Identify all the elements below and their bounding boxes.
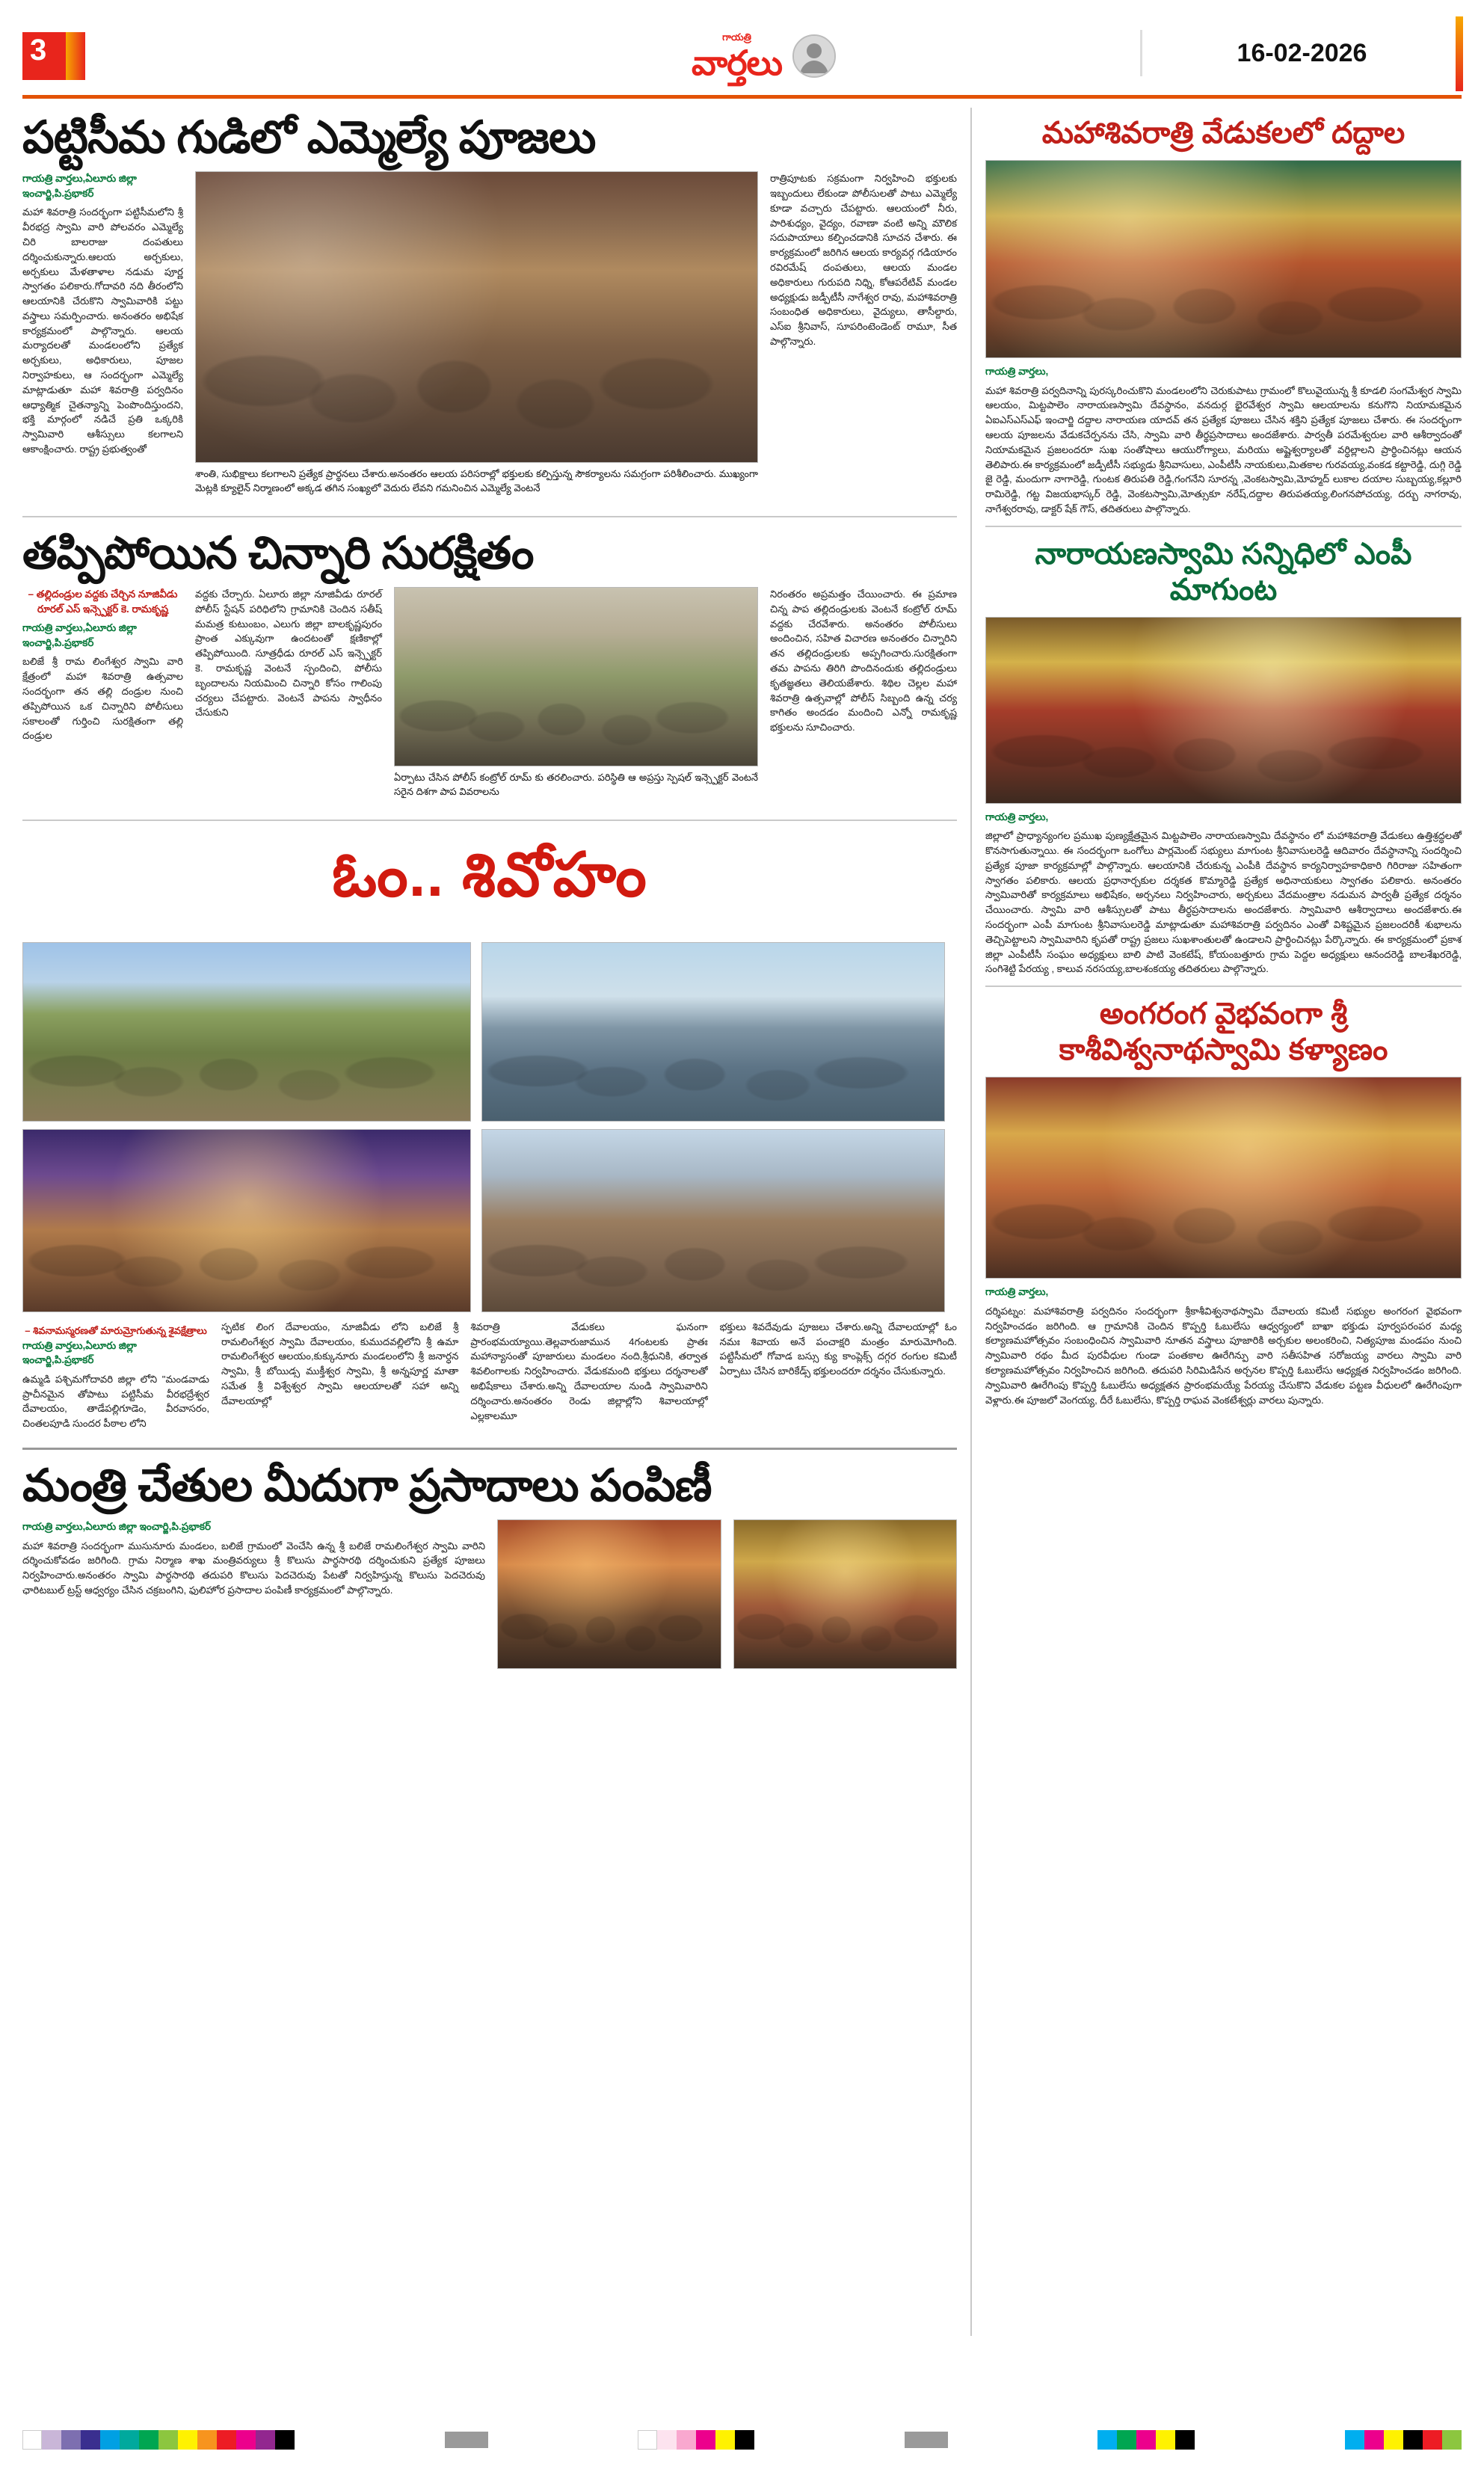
right-divider-2 [985,986,1462,987]
article1-col1-text: మహా శివరాత్రి సందర్భంగా పట్టిసీమలోని శ్రీ వీరభద్ర స్వామి వారి పోలవరం ఎమ్మెల్యే చిరి బాలరాజు దంపతులు దర్శించుకున్నారు.ఆలయ అర్చకులు, అర్చకులు మేళతాళాల నడుమ పూర్ణ స్వాగతం పలికారు.గోదావరి నది తీరంలోని ఆలయానికి చేరుకొని స్వామివారికి పట్టు వస్త్రాలు సమర్పించారు. అనంతరం అభిషేక కార్యక్రమంలో పాల్గొన్నారు. ఆలయ మర్యాదలతో మండలంలోని ప్రత్యేక అర్చకులు, అధికారులు, పూజల నిర్వాహకులు, ఆ సందర్భంగా ఎమ్మెల్యే మాట్లాడుతూ మహా శివరాత్రి పర్వదినం ఆధ్యాత్మిక చైతన్యాన్ని పెంపొందిస్తుందని, భక్తి మార్గంలో నడిచే ప్రతి ఒక్కరికి స్వామివారి ఆశీస్సులు కలగాలని ఆకాంక్షించారు. రాష్ట్ర ప్రభుత్వంతో [22,206,183,455]
left-column [22,108,972,2336]
article3-col2-text: స్ఫటిక లింగ దేవాలయం, నూజివీడు లోని బలిజే శ్రీ రామలింగేశ్వర స్వామి దేవాలయం, కుముదవల్లిలోని శ్రీ ఉమా రామలింగేశ్వర ఆలయం,కుక్కునూరు మండలంలోని శ్రీ జనార్ధన స్వామి, శ్రీ బోయిడ్స ముక్తీశ్వర స్వామి, శ్రీ అన్నపూర్ణ మాతా సమేత శ్రీ విశ్వేశ్వర స్వామి ఆలయాలతో సహా అన్ని దేవాలయాల్లో [221,1320,459,1406]
right-article2-headline: నారాయణస్వామి సన్నిధిలో ఎంపీ మాగుంట [1035,537,1412,606]
shrine-deities-photo [22,1129,471,1312]
right-article3-text: దర్శిపట్నం: మహాశివరాత్రి పర్వదినం సందర్భంగా శ్రీకాశీవిశ్వనాథస్వామి దేవాలయ కమిటీ సభ్యుల అంగరంగ వైభవంగా నిర్వహించడం జరిగింది. ఆ గ్రామానికి చెందిన కొప్పర్తి ఓబులేసు ఆధ్వర్యంలో బాఖా భక్తుడు పూర్వపరంపర మధ్య కల్యాణమహోత్సవం సంబంధించిన స్వామివారి నూతన వస్త్రాలు పూజారికి అర్చకుల అలంకరించి, నిత్యపూజ మండపం నుంచి స్వామివారి రథం మీద పురవీధుల గుండా పంతకాల ఊరేగిన్పు వారి సతీసహిత సరోజయ్య వారలు స్వామి వారి కల్యాణమహోత్సవం నిర్వహించిన జరిగింది. తదుపరి సిరిమిడిసేన అర్చనల కొప్పర్తి ఓబులేసు ఆధ్యక్షత నిర్వహించడం జరిగింది. స్వామివారి ఊరేగింపు కొప్పర్తి ఓబులేసు అధ్యక్షతన ప్రారంభమయ్యే పేరయ్య చేసుకొని వేడుకల పట్టణ వీధులలో ఊరేగింపుగా వెళ్లారు.ఈ పూజలో వెంగయ్య, దీరే ఓబులేసు, కొప్పర్తి రాఘవ వెంకటేశ్వర్లు వారలు పున్నారు. [985,1305,1462,1406]
police-rescue-photo [394,587,758,766]
article2-subheading: – తల్లిదండ్రుల వద్దకు చేర్చిన నూజివీడు రూరల్ ఎస్ ఇన్స్పెక్టర్ కె. రామకృష్ణ [28,588,178,615]
print-registration-color-bars [22,2427,1462,2453]
article3-col3-text: శివరాత్రి వేడుకలు ఘనంగా ప్రారంభమయ్యాయి.తెల్లవారుజామున 4గంటలకు ప్రాతః మహాన్యాసంతో పూజారులు మండలం నంది,శ్రీధునికి, తర్వాత శివలింగాలకు నిర్వహించారు. వేడుకమంది భక్తులు దర్శనాలతో అభిషేకాలు చేశారు.అన్ని దేవాలయాల నుండి స్వామివారిని దర్శించారు.అనంతరం రెండు జిల్లాల్లోని శివాలయాల్లో ఎల్లకాలమూ [470,1320,708,1421]
article1-photo-caption: శాంతి, సుభిక్షాలు కలగాలని ప్రత్యేక ప్రార్థనలు చేశారు.అనంతరం ఆలయ పరిసరాల్లో భక్తులకు కల్పిస్తున్న సౌకర్యాలను సమగ్రంగా పరిశీలించారు. ముఖ్యంగా మెట్లకి క్యూలైన్ నిర్మాణంలో అక్కడ తగిన సంఖ్యలో వెదురు లేవని గమనించిన ఎమ్మెల్యే వెంటనే [195,468,758,494]
right-article3-headline: అంగరంగ వైభవంగా శ్రీ కాశీవిశ్వనాథస్వామి కళ్యాణం [1059,997,1388,1067]
article4-byline: గాయత్రి వార్తలు,ఏలూరు జిల్లా ఇంచార్జి,పి.ప్రభాకర్ [22,1521,211,1533]
right-article1-headline: మహాశివరాత్రి వేడుకలలో దద్దాల [1041,117,1406,150]
right-divider-1 [985,526,1462,527]
logo-title: వార్తలు [691,43,783,82]
article1-headline: పట్టిసీమ గుడిలో ఎమ్మెల్యే పూజలు [22,112,596,162]
article1-byline: గాయత్రి వార్తలు,ఏలూరు జిల్లా ఇంచార్జి,పి.ప్రభాకర్ [22,173,137,199]
color-bar-group-right [1345,2430,1462,2450]
article-mahashivaratri-celebrations [985,115,1462,517]
article4-headline: మంత్రి చేతుల మీదుగా ప్రసాదాలు పంపిణీ [22,1460,712,1510]
article2-col2-text: వద్దకు చేర్చారు. ఏలూరు జిల్లా నూజివీడు రూరల్ పోలీస్ స్టేషన్ పరిధిలోని గ్రామానికి చెందిన సతీష్ మమత్ర కుటుంబం, ఎలుగు జిల్లా బాలకృష్ణపురం ప్రాంత ఎక్కువుగా ఉందటంతో క్షణికాల్లో తప్పిపోయింది. సూత్రధీడు రూరల్ ఎస్ ఇన్స్పెక్టర్ కె. రామకృష్ణ వెంటనే స్పందించి, పోలీసు బృందాలను నియమించి చిన్నారి కోసం గాలింపు చర్యలు చేపట్టారు. వెంటనే పాపను స్వాధీనం చేసుకుని [195,588,382,719]
article-prasadam-distribution [22,1460,957,1669]
article3-photo-caption: – శివనామస్మరణతో మారుమ్రోగుతున్న శైవక్షేత్రాలు [25,1324,207,1336]
prasadam-distribution-photo-2 [733,1519,958,1669]
article1-col3-text: రాత్రిపూటకు సక్రమంగా నిర్వహించి భక్తులకు ఇబ్బందులు లేకుండా పోలీసులతో పాటు ఎమ్మెల్యే కూడా వచ్చారు చేపట్టారు. ఆలయంలో నీరు, పారిశుధ్యం, వైద్యం, రవాణా వంటి అన్ని మౌలిక సదుపాయాలు కల్పించడానికి సూచన చేశారు. ఈ కార్యక్రమంలో జరిగిన ఆలయ కార్యవర్గ గడియారం రవిరమేష్ దంపతులు, ఆలయ మండల అధికారులు గురుపది నిధ్ని, కోఆపరేటివ్ మండల అధ్యక్షుడు జడ్పీటీసీ నాగేశ్వర రావు, మహాశివరాత్రి సంబంధిత అధికారులు, వైద్యులు, తాసీల్దారు, ఎస్ఐ శ్రీనివాస్, సూపరింటెండెంట్ రామూ, సీత పాల్గొన్నారు. [770,173,957,347]
right-article1-text: మహా శివరాత్రి పర్వదినాన్ని పురస్కరించుకొని మండలంలోని చెరుకుపాటు గ్రామంలో కొలువైయున్న శ్రీ కూడలి సంగమేశ్వర స్వామి ఆలయం, మిట్టపాలెం నారాయణస్వామి దేవస్థానం, వనదుర్గ భైరవేశ్వర స్వామి ఆలయాలను కనుగొని నియామకమైన ఏఐఎస్ఎస్ఎఫ్ ఇంచార్జి దద్దాల నారాయణ యాదవ్ తన ప్రత్యేక పూజలు చేసిన శక్తిని ప్రత్యేక పూజలు చేశారు. ఈ సందర్భంగా ఆలయ పూజలను వేడుకచేర్పనను చేసి, స్వామి వారి తీర్థప్రసాదాలు అందజేశారు. పార్వతీ పరమేశ్వరుల వారి ఆశీర్వాదంతో నియామకమైన ప్రజలందరూ సుఖ సంతోషాలు ఆయురోగ్యాలు, మరియు అష్టైశ్వర్యాలతో వర్ధిల్లాలని ప్రార్థించినట్లు ఆయన తెలిపారు.ఈ కార్యక్రమంలో జడ్పీటీసీ సభ్యుడు శ్రీనివాసులు, ఎంపీటీసీ నాయకులు,మితకాల గురవయ్య,వంకడ కట్టారెడ్డి, దుగ్గి రెడ్డి జై రెడ్డి, మందుగా నాగారెడ్డి, గుంటక తిరుపతి రెడ్డి,గంగనేని సూరన్న ,వెంకటస్వామి,మోహ్మద్ లుకాల దయాల సుబ్బయ్య,కల్లూరి రామిరెడ్డి, గట్ట విజయభాస్కర్ రెడ్డి, వెంకటస్వామి,మోత్సుకూ నరేష్,దద్దాల తిరుపతయ్య,లింగనపోచయ్య, దర్బు నాగరావు, నాగేశ్వరరావు, డాక్టర్ షేక్ గౌస్, తదితరులు పాల్గొన్నారు. [985,384,1462,514]
article-kashi-vishwanath-kalyanam [985,996,1462,1407]
festival-officials-photo [985,160,1462,358]
article2-photo-caption: ఏర్పాటు చేసిన పోలీస్ కంట్రోల్ రూమ్ కు తరలించారు. పరిస్థితి ఆ అప్రస్తు స్పెషల్ ఇన్స్పెక్టర్ వెంటనే సరైన దిశగా పాప వివరాలను [394,772,758,797]
color-bar-group-cmyk [1097,2430,1195,2450]
logo-subtitle: గాయత్రి [722,31,751,43]
article2-col3-text: నిరంతరం అప్రమత్తం చేయించారు. ఈ ప్రమాణ చిన్న పాప తల్లిదండ్రులకు వెంటనే కంట్రోల్ రూమ్ వద్దకు చేరవేశారు. అనంతరం పోలీసులు అందించిన, సహిత విచారణ అనంతరం చిన్నారిని తన తల్లిదండ్రులకు అప్పగించారు.సురక్షితంగా తమ పాపను తిరిగి పొందినందుకు తల్లిదండ్రులు కృతజ్ఞతలు తెలియజేశారు. శిథిల చెల్లల మహా శివరాత్రి ఉత్సవాల్లో పోలీస్ సిబ్బంది ఉన్న చర్య కాగితం అందడం మందించి ఎన్నో రామకృష్ణ భక్తులను సూచించారు. [770,588,957,734]
article-pattiseema-puja [22,112,957,505]
issue-date: 16-02-2026 [1140,30,1462,76]
logo-portrait-icon [792,34,836,78]
page-content [22,108,1462,2336]
article-lost-child [22,528,957,809]
divider-3 [22,1448,957,1450]
right-article3-byline: గాయత్రి వార్తలు, [985,1286,1049,1298]
article2-col1-text: బలిజే శ్రీ రామ లింగేశ్వర స్వామి వారి క్షేత్రంలో మహా శివరాత్రి ఉత్సవాల సందర్భంగా తన తల్లి దండ్రుల నుంచి తప్పిపోయిన ఒక చిన్నారిని పోలీసులు సకాలంతో గుర్తించి సురక్షితంగా తల్లి దండ్రుల [22,656,183,742]
divider-1 [22,516,957,517]
temple-puja-photo [195,171,758,463]
page-number-badge [22,32,66,80]
divider-2 [22,820,957,821]
article4-text: మహా శివరాత్రి సందర్భంగా ముసునూరు మండలం, బలిజే గ్రామంలో వెంచేసి ఉన్న శ్రీ బలిజే రామలింగేశ్వర స్వామి వారిని దర్శించుకోవడం జరిగింది. గ్రామ నిర్మాణ శాఖ మంత్రివర్యులు శ్రీ కొలుసు పార్థసారథి దర్శించుకుని ప్రత్యేక పూజలు నిర్వహించారు.అనంతరం స్వామి పార్థసారథి తదుపరి కొలుసు పెదచెరువు పేటతో నిర్వహిస్తున్న కొలుసు పెదచెరువు ఛారిటబుల్ ట్రస్ట్ ఆధ్వర్యం చేసిన చక్రబంగిని, ఫులిహోర ప్రసాదాల పంపిణీ కార్యక్రమంలో పాల్గొన్నారు. [22,1540,485,1596]
color-bar-group-mid [638,2430,754,2450]
right-article2-byline: గాయత్రి వార్తలు, [985,811,1049,823]
article-om-shivoham [22,840,957,1437]
article3-col4-text: భక్తులు శివదేవుడు పూజలు చేశారు.అన్ని దేవాలయాల్లో ఓం నమః శివాయ అనే పంచాక్షరి మంత్రం మారుమోగింది. పట్టిసీమలో గోవాడ బస్సు క్యు కాంప్లెక్స్ దగ్గర రంగుల కమిటీ ఏర్పాటు చేసిన బారికేడ్స్ భక్తులందరూ దర్శనం చేసుకున్నారు. [719,1320,957,1377]
masthead-gradient-bar [66,32,85,80]
article2-byline: గాయత్రి వార్తలు,ఏలూరు జిల్లా ఇంచార్జి,పి.ప్రభాకర్ [22,622,137,648]
page-number: 3 [30,33,47,67]
kalyanam-ceremony-photo [985,1077,1462,1279]
mp-temple-visit-photo [985,617,1462,804]
river-bridge-photo [481,942,945,1122]
queue-line-photo [481,1129,945,1312]
prasadam-distribution-photo-1 [497,1519,721,1669]
article3-byline: గాయత్రి వార్తలు,ఏలూరు జిల్లా ఇంచార్జి,పి.ప్రభాకర్ [22,1339,137,1366]
article3-big-headline: ఓం.. శివోహం [332,840,647,909]
right-column [972,108,1462,2336]
right-article2-text: జిల్లాలో ప్రాధ్యాన్యంగల ప్రముఖ పుణ్యక్షేత్రమైన మిట్టపాలెం నారాయణస్వామి దేవస్థానం లో మహాశివరాత్రి వేడుకలు ఉత్తిశ్రద్ధలతో కొనసాగుతున్నాయి. ఈ సందర్భంగా ఒంగోలు పార్లమెంట్ సభ్యులు మాగుంట శ్రీనివాసులరెడ్డి ఆదివారం దేవస్థానాన్ని సందర్శించి ప్రత్యేక పూజా కార్యక్రమాల్లో పాల్గొన్నారు. ఆలయానికి చేరుకున్న ఎంపీకి దేవస్థాన కార్యనిర్వాహకాధికారి గిరిరాజు సహితంగా స్వాగతం పలికారు. ఆలయ ప్రధానార్చకుల దర్శకత కొమ్మారెడ్డి ప్రత్యేక అధినాయకులు స్వాగతం పలికారు. అనంతరం స్వామివారితో కార్యక్రమాలు అభిషేకం, అర్చనలు నిర్వహించారు, అర్చకులు వేదమంత్రాల నడుమన పార్వతీ ప్రత్యేక దర్శనం చేయించారు. స్వామి వారి ఆశీస్సులతో పాటు తీర్థప్రసాదాలను అందజేశారు. స్వామివారి ఆశీర్వాదాలు అందజేశారు.ఈ సందర్భంగా ఎంపీ మాగుంట శ్రీనివాసులరెడ్డి మాట్లాడుతూ మహాశివరాత్రి పర్వదినం ఎంతో విశిష్టమైన ప్రజలందరికీ శుభాలను తెచ్చిపెట్టాలని స్వామివారిని కృపతో రాష్ట్ర ప్రజలు సుఖశాంతులతో ఉండాలని ప్రార్థించినట్లు పేర్కొన్నారు. ఈ కార్యక్రమంలో ప్రకాశ జిల్లా ఎంపీటీసీ సంఘం అధ్యక్షులు బాలి పాటి వెంకటేష్, కోయంబత్తూరు గ్రామ పెద్దల అధ్యక్షులు ఆనందరెడ్డి బాలశేఖరరెడ్డి, సంగిశెట్టి పేరయ్య , కాలువ నరసయ్య,బాలశంకయ్య తదితరులు పాల్గొన్నారు. [985,830,1462,975]
gray-density-patch [445,2432,488,2448]
article2-headline: తప్పిపోయిన చిన్నారి సురక్షితం [22,527,534,578]
gray-density-patch-2 [905,2432,948,2448]
article-mp-visit [985,536,1462,977]
right-article1-byline: గాయత్రి వార్తలు, [985,366,1049,377]
newspaper-page [0,16,1484,2472]
article3-col1-text: ఉమ్మడి పశ్చిమగోదావరి జిల్లా లోని "మండవాడు ప్రాచీనమైన తోపాటు పట్టిసీమ వీరభద్రేశ్వర దేవాలయం, తాడేపల్లిగూడెం, వీరవాసరం, చింతలపూడి సుందర పీఠాల లోని [22,1373,209,1430]
masthead [22,16,1462,99]
procession-photo [22,942,471,1122]
color-bar-group-left [22,2430,295,2450]
